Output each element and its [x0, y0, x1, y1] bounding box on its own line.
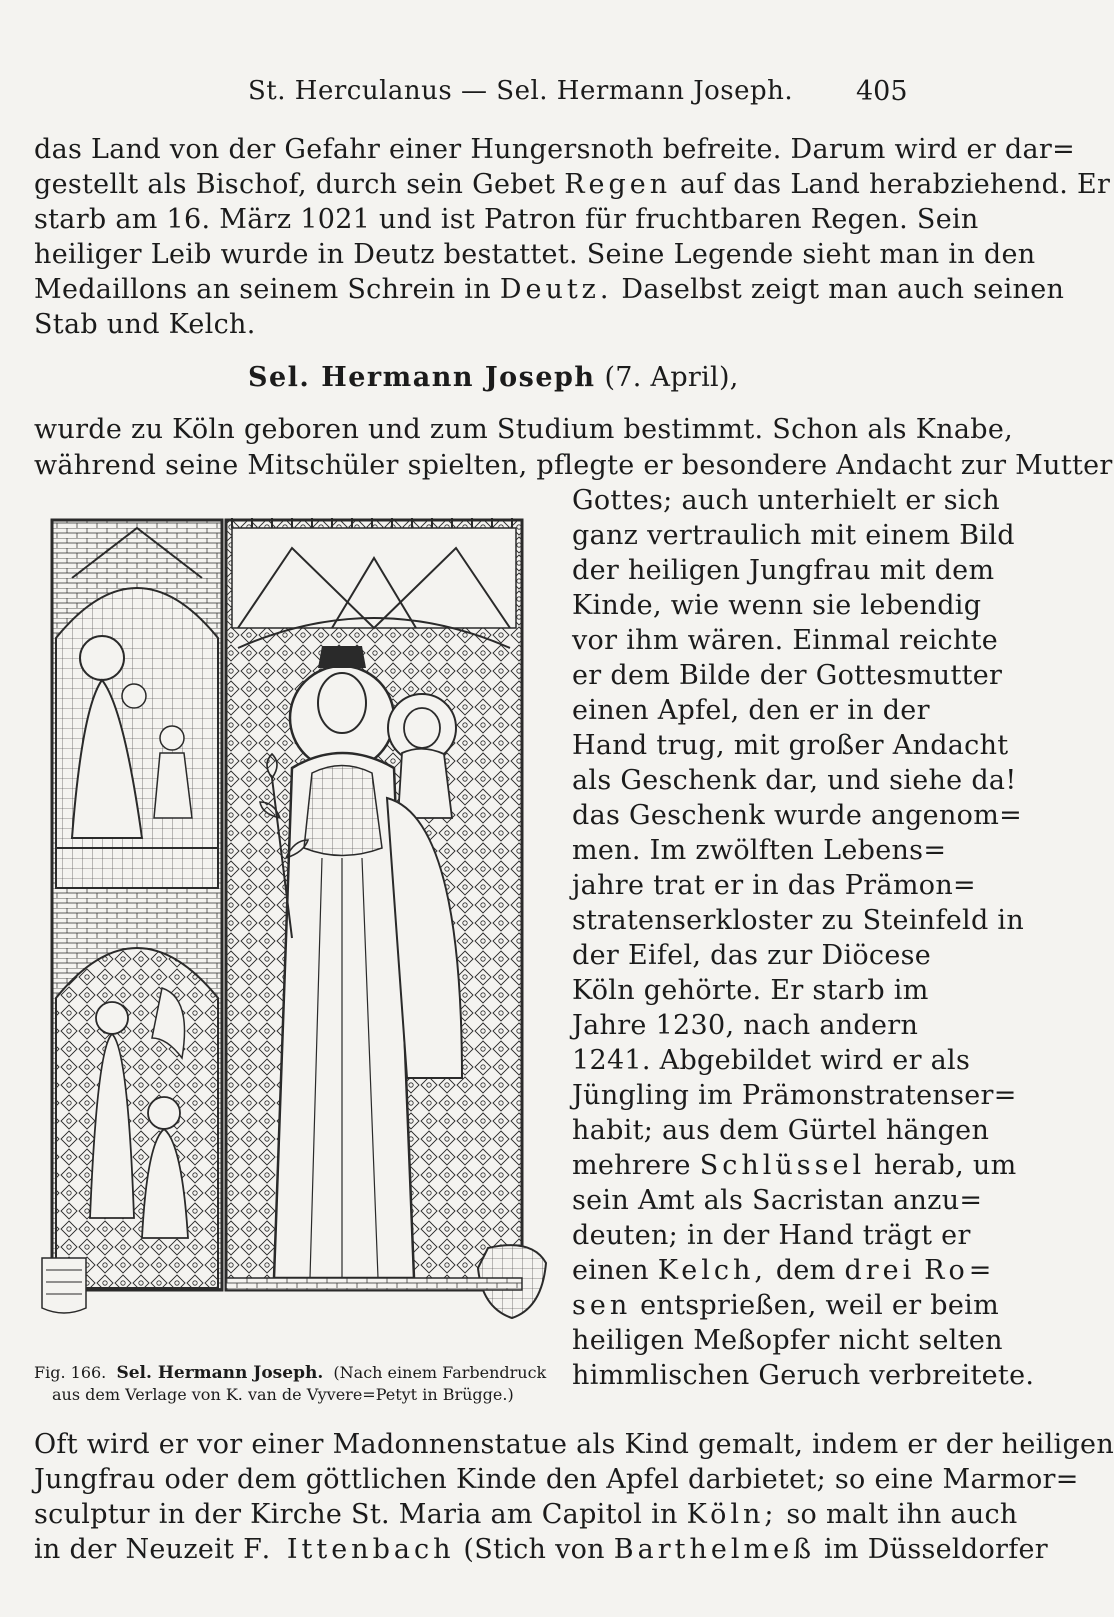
text-line: gestellt als Bischof, durch sein Gebet Regen auf das Land herabziehend. Er [34, 169, 1111, 200]
spaced-word: Schlüssel [699, 1150, 866, 1181]
saint-name: Sel. Hermann Joseph [248, 362, 596, 393]
text-line: starb am 16. März 1021 und ist Patron für fruchtbaren Regen. Sein [34, 204, 979, 235]
text-line: als Geschenk dar, und siehe da! [572, 765, 1017, 796]
stained-glass-illustration [42, 518, 562, 1358]
section-heading [248, 361, 748, 395]
text-line: jahre trat er in das Prämon= [572, 870, 976, 901]
text-line: heiligen Meßopfer nicht selten [572, 1325, 1003, 1356]
text-line: einen Kelch, dem drei Ro= [572, 1255, 996, 1286]
text-line: heiliger Leib wurde in Deutz bestattet. Seine Legende sieht man in den [34, 239, 1036, 270]
figure-number: Fig. 166. [34, 1363, 107, 1382]
text-line: Stab und Kelch. [34, 309, 256, 340]
text-line: 1241. Abgebildet wird er als [572, 1045, 971, 1076]
text-line: Gottes; auch unterhielt er sich [572, 485, 1000, 516]
text-line: Jahre 1230, nach andern [572, 1010, 919, 1041]
text-line: wurde zu Köln geboren und zum Studium bestimmt. Schon als Knabe, [34, 414, 1014, 445]
text-line: der Eifel, das zur Diöcese [572, 940, 932, 971]
text-line: ganz vertraulich mit einem Bild [572, 520, 1015, 551]
figure-caption: Fig. 166. Sel. Hermann Joseph. (Nach einem Farbendruck [34, 1363, 547, 1383]
text-line: himmlischen Geruch verbreitete. [572, 1360, 1035, 1391]
feast-date: (7. April), [604, 362, 739, 393]
text-line: stratenserkloster zu Steinfeld in [572, 905, 1025, 936]
spaced-word: Barthelmeß [613, 1534, 816, 1565]
text-line: während seine Mitschüler spielten, pflegte er besondere Andacht zur Mutter [34, 450, 1113, 481]
text-line: Köln gehörte. Er starb im [572, 975, 929, 1006]
spaced-word: sen [572, 1290, 632, 1321]
text-line: Kinde, wie wenn sie lebendig [572, 590, 982, 621]
spaced-word: Deutz. [499, 274, 613, 305]
text-line: Oft wird er vor einer Madonnenstatue als Kind gemalt, indem er der heiligen [34, 1429, 1114, 1460]
text-line: Hand trug, mit großer Andacht [572, 730, 1009, 761]
spaced-word: Köln; [686, 1499, 778, 1530]
spaced-word: Regen [564, 169, 672, 200]
left-panel [42, 520, 222, 1313]
running-head [0, 72, 1000, 112]
figure-caption-line: aus dem Verlage von K. van de Vyvere=Petyt in Brügge.) [52, 1385, 514, 1404]
text-line: das Land von der Gefahr einer Hungersnoth befreite. Darum wird er dar= [34, 134, 1076, 165]
page-number: 405 [856, 76, 908, 107]
text-line: sein Amt als Sacristan anzu= [572, 1185, 983, 1216]
text-line: deuten; in der Hand trägt er [572, 1220, 971, 1251]
text-line: Jungfrau oder dem göttlichen Kinde den Apfel darbietet; so eine Marmor= [34, 1464, 1079, 1495]
spaced-word: Kelch, [657, 1255, 767, 1286]
spaced-word: F. Ittenbach [243, 1534, 455, 1565]
text-line: Medaillons an seinem Schrein in Deutz. Daselbst zeigt man auch seinen [34, 274, 1065, 305]
text-line: sculptur in der Kirche St. Maria am Capitol in Köln; so malt ihn auch [34, 1499, 1018, 1530]
main-panel [226, 518, 546, 1318]
text-line: habit; aus dem Gürtel hängen [572, 1115, 990, 1146]
text-line: das Geschenk wurde angenom= [572, 800, 1023, 831]
spaced-word: drei [844, 1255, 916, 1286]
text-line: in der Neuzeit F. Ittenbach (Stich von Barthelmeß im Düsseldorfer [34, 1534, 1048, 1565]
text-line: einen Apfel, den er in der [572, 695, 930, 726]
spaced-word: Ro= [924, 1255, 996, 1286]
figure-title: Sel. Hermann Joseph. [116, 1363, 324, 1383]
text-line: Jüngling im Prämonstratenser= [572, 1080, 1017, 1111]
text-line: men. Im zwölften Lebens= [572, 835, 947, 866]
text-line: er dem Bilde der Gottesmutter [572, 660, 1003, 691]
text-line: sen entsprießen, weil er beim [572, 1290, 999, 1321]
text-line: mehrere Schlüssel herab, um [572, 1150, 1017, 1181]
text-line: vor ihm wären. Einmal reichte [572, 625, 999, 656]
text-line: der heiligen Jungfrau mit dem [572, 555, 995, 586]
running-title: St. Herculanus — Sel. Hermann Joseph. [248, 76, 794, 106]
